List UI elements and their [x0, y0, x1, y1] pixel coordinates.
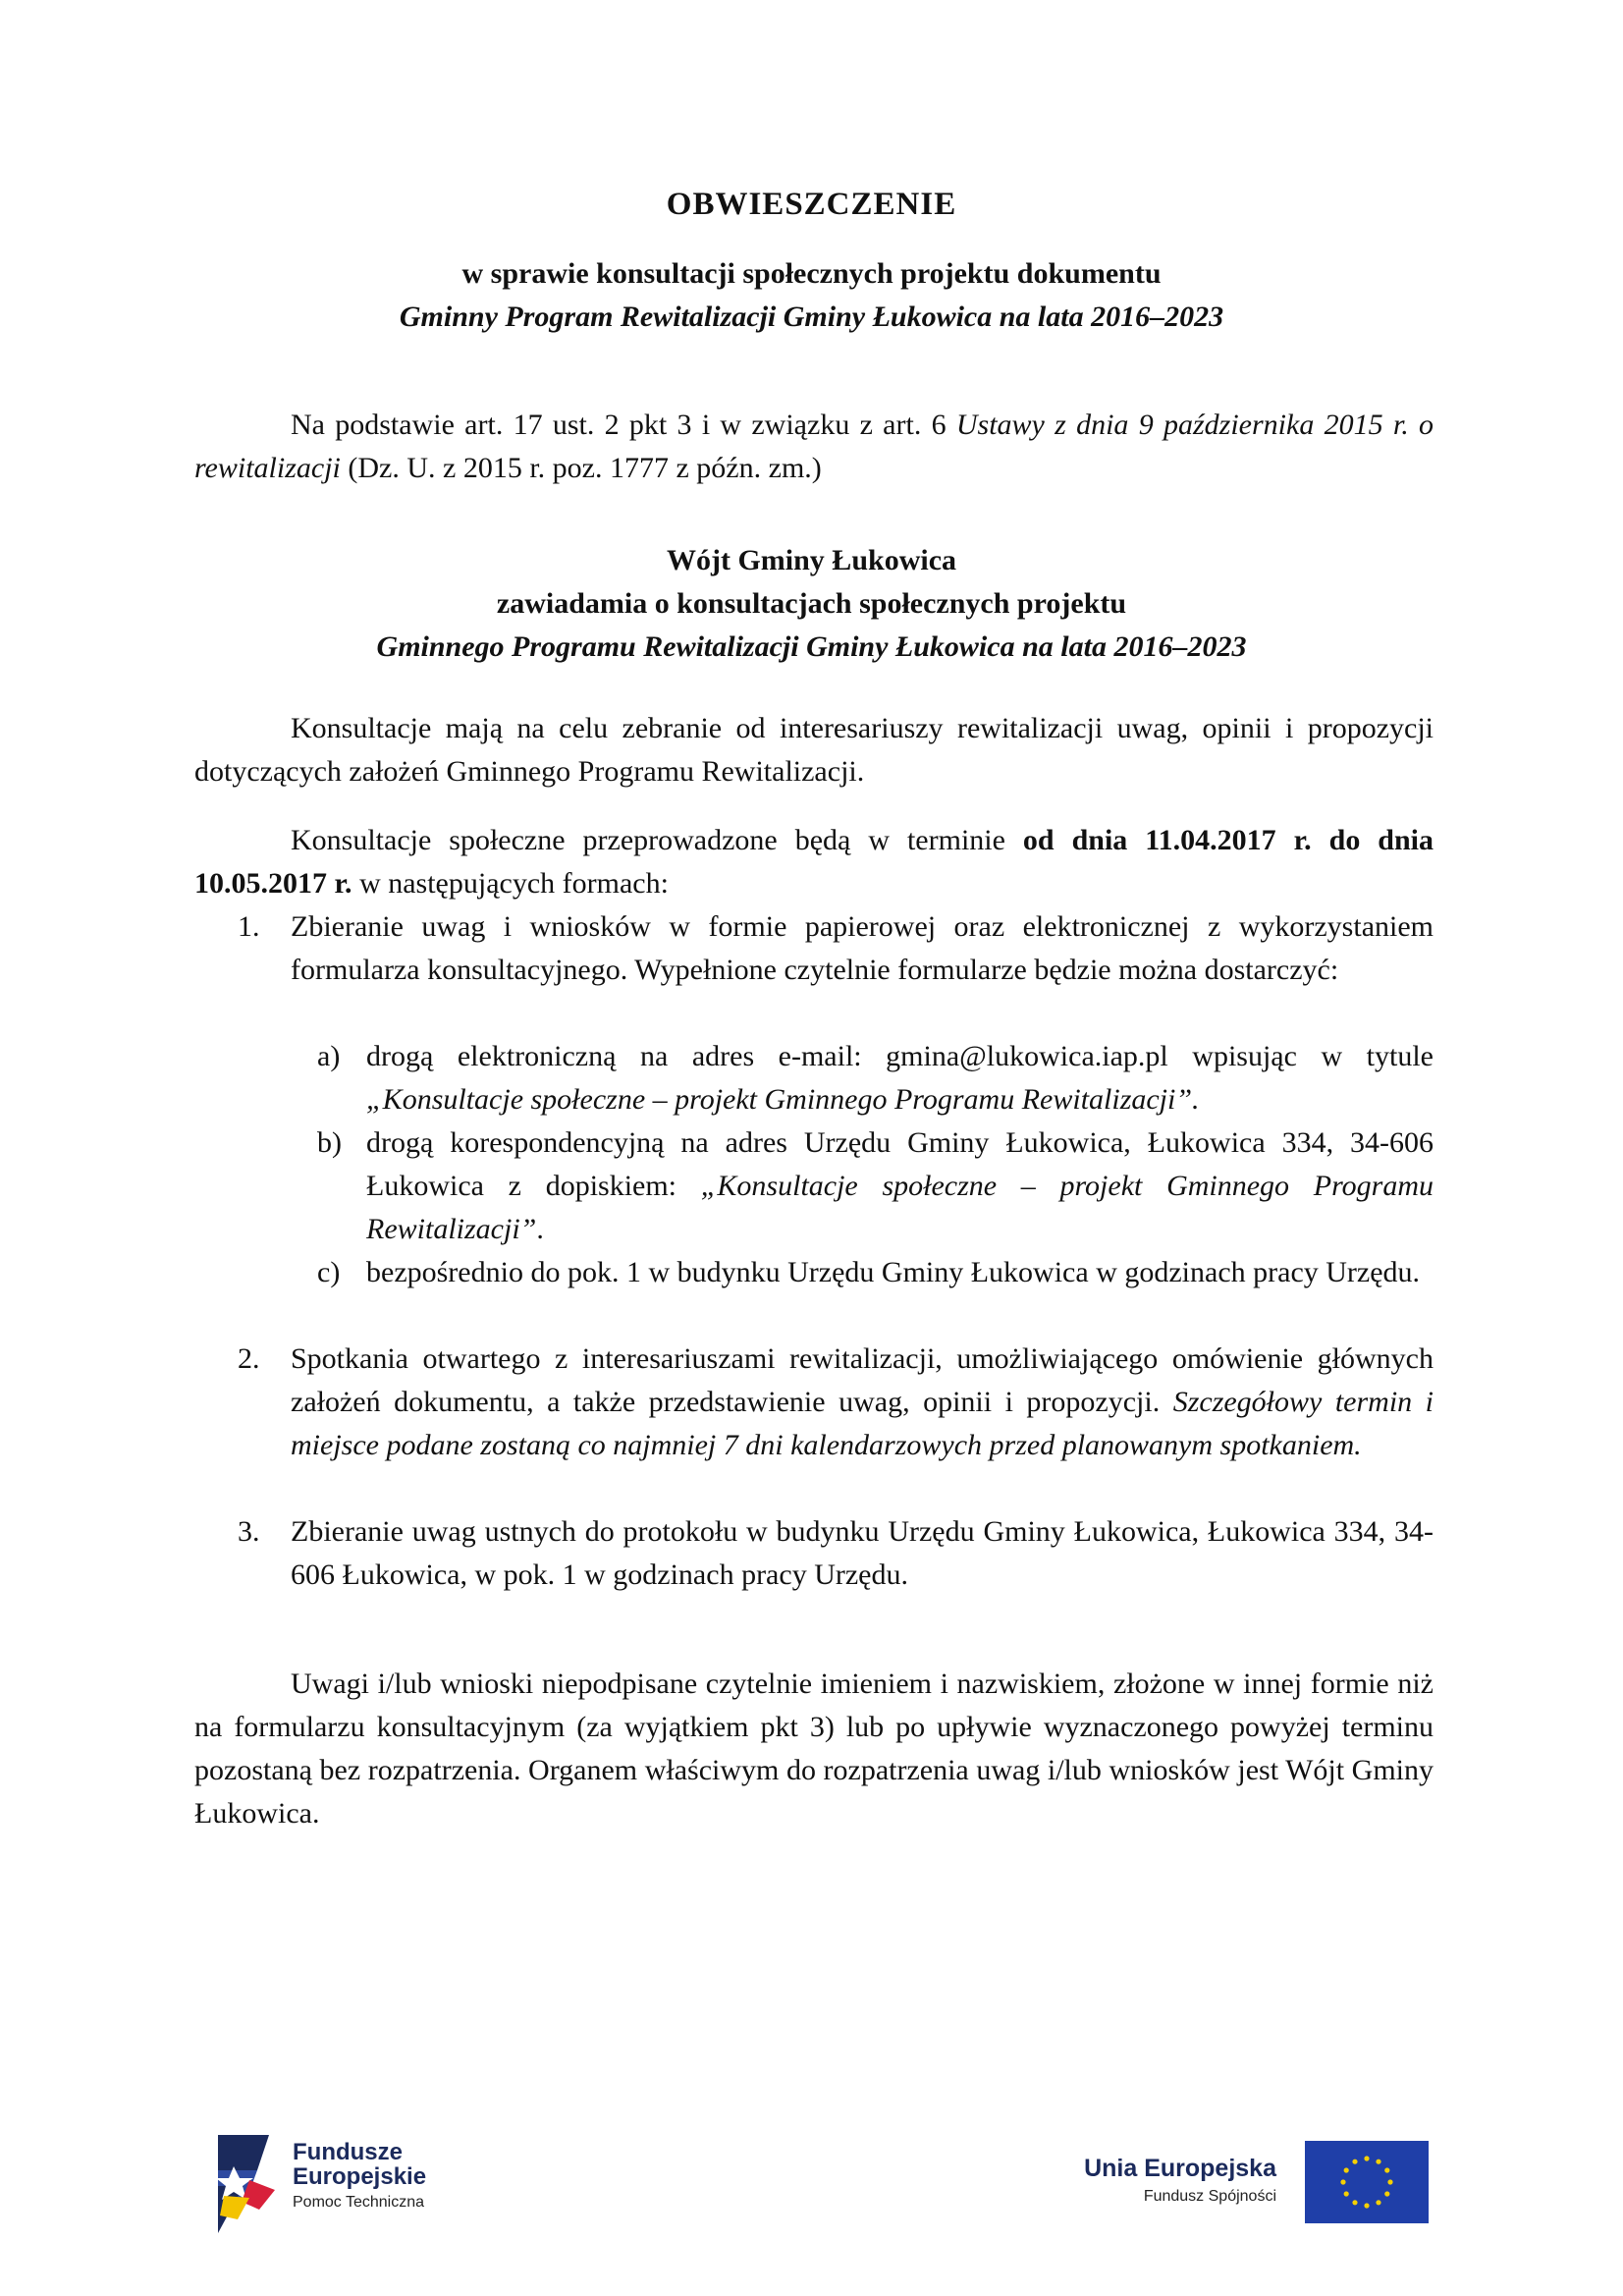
sub-item-letter: b): [317, 1126, 342, 1159]
goal-paragraph: Konsultacje mają na celu zebranie od interesariuszy rewitalizacji uwag, opinii i propozycji dotyczących założeń Gminnego Programu Rewitalizacji.: [194, 712, 1434, 788]
term-dates: od dnia 11.04.2017 r. do dnia 10.05.2017 r.: [194, 824, 1434, 900]
unia-europejska-logo: [1046, 2141, 1429, 2229]
ue-logo-line1: Unia Europejska: [1084, 2155, 1276, 2182]
sub-item-letter: c): [317, 1256, 341, 1288]
list-item-text: [291, 1338, 1434, 1467]
fundusze-europejskie-logo: [214, 2129, 469, 2237]
unia-europejska-text: [1084, 2153, 1276, 2210]
eu-flag-icon: [1305, 2141, 1429, 2223]
announcement-block: [0, 539, 1623, 669]
list-item-text: Zbieranie uwag ustnych do protokołu w budynku Urzędu Gminy Łukowica, Łukowica 334, 34-606 Łukowica, w pok. 1 w godzinach pracy Urzędu.: [291, 1515, 1434, 1591]
legal-basis-prefix: Na podstawie art. 17 ust. 2 pkt 3 i w związku z art. 6: [291, 409, 956, 441]
list-item-number: 1.: [238, 910, 260, 943]
fundusze-europejskie-emblem-icon: [214, 2129, 285, 2235]
fe-logo-line1: Fundusze: [293, 2139, 403, 2165]
authority-name: Wójt Gminy Łukowica: [666, 544, 957, 576]
fundusze-europejskie-text: [293, 2141, 426, 2215]
sub-item-text: [366, 1121, 1434, 1251]
list-item-number: 3.: [238, 1515, 260, 1548]
term-suffix: w następujących formach:: [352, 867, 669, 900]
announcement-program-name: Gminnego Programu Rewitalizacji Gminy Łukowica na lata 2016–2023: [376, 630, 1247, 663]
sub-item-plain: drogą korespondencyjną na adres Urzędu Gminy Łukowica, Łukowica 334, 34-606 Łukowica z dopiskiem:: [366, 1126, 1434, 1202]
document-title: OBWIESZCZENIE: [666, 187, 957, 222]
sub-item-text: bezpośrednio do pok. 1 w budynku Urzędu Gminy Łukowica w godzinach pracy Urzędu.: [366, 1256, 1421, 1288]
sub-item-italic: „Konsultacje społeczne – projekt Gminnego Programu Rewitalizacji”.: [366, 1083, 1200, 1116]
final-note-paragraph: Uwagi i/lub wnioski niepodpisane czytelnie imieniem i nazwiskiem, złożone w innej formie niż na formularzu konsultacyjnym (za wyjątkiem pkt 3) lub po upływie wyznaczonego powyżej terminu pozostaną bez rozpatrzenia. Organem właściwym do rozpatrzenia uwag i/lub wniosków jest Wójt Gminy Łukowica.: [194, 1667, 1434, 1830]
sub-item-text: [366, 1035, 1434, 1121]
sub-item-italic: „Konsultacje społeczne – projekt Gminnego Programu Rewitalizacji”: [366, 1170, 1434, 1245]
list-item-italic: Szczegółowy termin i miejsce podane zostaną co najmniej 7 dni kalendarzowych przed planowanym spotkaniem.: [291, 1386, 1434, 1461]
legal-basis-suffix: (Dz. U. z 2015 r. poz. 1777 z późn. zm.): [340, 452, 822, 484]
document-subtitle: w sprawie konsultacji społecznych projektu dokumentu: [461, 257, 1162, 290]
legal-basis-paragraph: [194, 404, 1434, 490]
fe-logo-line3: Pomoc Techniczna: [293, 2194, 424, 2211]
announcement-line: zawiadamia o konsultacjach społecznych projektu: [496, 587, 1127, 620]
sub-item-plain: drogą elektroniczną na adres e-mail: gmina@lukowica.iap.pl wpisując w tytule: [366, 1040, 1434, 1072]
ue-logo-line2: Fundusz Spójności: [1143, 2188, 1276, 2205]
fe-logo-line2: Europejskie: [293, 2163, 427, 2190]
legal-act-name: Ustawy z dnia 9 października 2015 r. o rewitalizacji: [194, 409, 1434, 484]
term-prefix: Konsultacje społeczne przeprowadzone będą w terminie: [291, 824, 1023, 856]
sub-item-letter: a): [317, 1040, 341, 1072]
document-program-name: Gminny Program Rewitalizacji Gminy Łukowica na lata 2016–2023: [399, 301, 1224, 333]
list-item-plain: Spotkania otwartego z interesariuszami rewitalizacji, umożliwiającego omówienie głównych założeń dokumentu, a także przedstawienie uwag, opinii i propozycji.: [291, 1342, 1434, 1418]
list-item-number: 2.: [238, 1342, 260, 1375]
sub-item-tail: .: [536, 1213, 544, 1245]
term-paragraph: [194, 819, 1434, 905]
list-item-text: Zbieranie uwag i wniosków w formie papierowej oraz elektronicznej z wykorzystaniem formularza konsultacyjnego. Wypełnione czytelnie formularze będzie można dostarczyć:: [291, 910, 1434, 986]
